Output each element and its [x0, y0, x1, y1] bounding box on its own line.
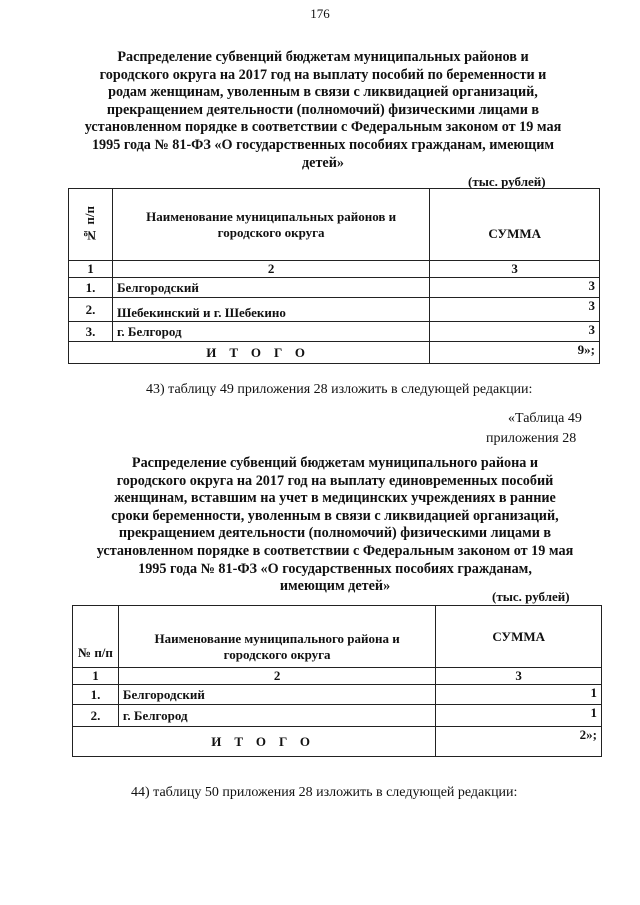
row-num: 3.: [69, 322, 113, 342]
title-line: установленном порядке в соответствии с Федеральным законом от 19 мая: [84, 119, 562, 136]
title-line: 1995 года № 81-ФЗ «О государственных пособиях гражданам, имеющим: [91, 136, 555, 153]
total-sum: 2»;: [436, 727, 602, 757]
total-label: ИТОГО: [69, 342, 430, 364]
paragraph-43: 43) таблицу 49 приложения 28 изложить в следующей редакции:: [146, 382, 533, 397]
row-name: г. Белгород: [112, 322, 429, 342]
table-row: [69, 298, 600, 322]
title-line: 1995 года № 81-ФЗ «О государственных пособиях гражданам,: [138, 560, 532, 577]
row-sum: 3: [430, 322, 600, 342]
total-row: [73, 727, 602, 757]
col-number: 3: [430, 261, 600, 278]
subvention-table-1: [68, 188, 600, 364]
row-name: г. Белгород: [118, 705, 435, 727]
header-num-cell: [69, 189, 113, 261]
row-sum: 3: [430, 278, 600, 298]
header-name: Наименование муниципального района и городского округа: [118, 606, 435, 668]
header-name: Наименование муниципальных районов и городского округа: [112, 189, 429, 261]
section1-title: [40, 49, 606, 172]
total-row: [69, 342, 600, 364]
title-line: Распределение субвенций бюджетам муниципального района и: [131, 455, 539, 471]
title-line: прекращением деятельности (полномочий) физическими лицами в: [106, 101, 540, 118]
table-row: [73, 705, 602, 727]
row-num: 1.: [73, 685, 119, 705]
row-sum: 3: [430, 298, 600, 322]
table-ref-line1: «Таблица 49: [508, 411, 582, 426]
row-num: 2.: [69, 298, 113, 322]
row-name: Шебекинский и г. Шебекино: [112, 298, 429, 322]
units-label: (тыс. рублей): [468, 174, 546, 189]
title-line: городского округа на 2017 год на выплату пособий по беременности и: [99, 66, 547, 83]
col-number: 2: [118, 668, 435, 685]
units-label: (тыс. рублей): [492, 589, 570, 604]
title-line: детей»: [301, 154, 344, 171]
paragraph-44: 44) таблицу 50 приложения 28 изложить в следующей редакции:: [131, 785, 518, 800]
title-line: установленном порядке в соответствии с Федеральным законом от 19 мая: [96, 542, 574, 559]
subvention-table-2: [72, 605, 602, 757]
table-row: [69, 322, 600, 342]
header-num: № п/п: [82, 206, 98, 243]
table-header-row: [69, 189, 600, 261]
row-name: Белгородский: [112, 278, 429, 298]
total-sum: 9»;: [430, 342, 600, 364]
header-num: № п/п: [73, 606, 119, 668]
table-ref-line2: приложения 28: [486, 431, 577, 446]
row-num: 1.: [69, 278, 113, 298]
total-label: ИТОГО: [73, 727, 436, 757]
row-num: 2.: [73, 705, 119, 727]
row-name: Белгородский: [118, 685, 435, 705]
title-line: городского округа на 2017 год на выплату единовременных пособий: [116, 472, 554, 489]
column-number-row: [69, 261, 600, 278]
title-line: прекращением деятельности (полномочий) физическими лицами в: [118, 525, 552, 542]
title-line: сроки беременности, уволенным в связи с ликвидацией организаций,: [111, 507, 559, 524]
title-line: родам женщинам, уволенным в связи с ликвидацией организаций,: [108, 84, 538, 101]
table-row: [69, 278, 600, 298]
column-number-row: [73, 668, 602, 685]
title-line: Распределение субвенций бюджетам муниципальных районов и: [117, 49, 529, 65]
col-number: 1: [73, 668, 119, 685]
table-row: [73, 685, 602, 705]
col-number: 3: [436, 668, 602, 685]
title-line: имеющим детей»: [279, 578, 391, 595]
header-sum: СУММА: [436, 606, 602, 668]
page-number: 176: [310, 6, 330, 21]
row-sum: 1: [436, 685, 602, 705]
row-sum: 1: [436, 705, 602, 727]
col-number: 1: [69, 261, 113, 278]
col-number: 2: [112, 261, 429, 278]
header-sum: СУММА: [430, 189, 600, 261]
section2-title: [55, 455, 615, 596]
title-line: женщинам, вставшим на учет в медицинских учреждениях в ранние: [114, 490, 556, 507]
table-header-row: [73, 606, 602, 668]
